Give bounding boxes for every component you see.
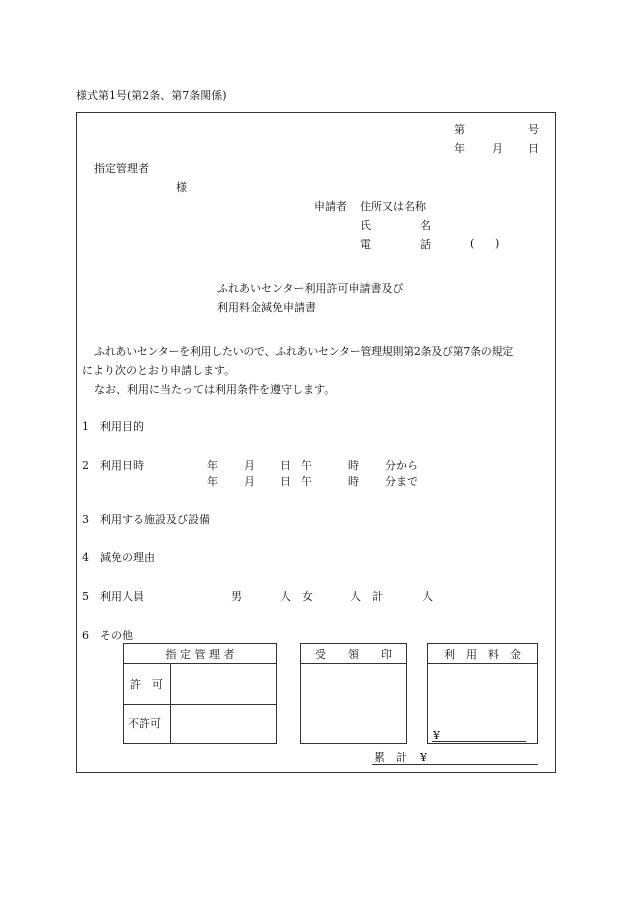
people-male: 男 [231, 590, 242, 603]
manager-col-divider [170, 664, 171, 743]
item-facility: 3 利用する施設及び設備 [82, 513, 210, 526]
address-label: 住所又は名称 [360, 200, 426, 213]
phone-label-2: 話 [420, 238, 431, 251]
people-male-nin: 人 [280, 590, 291, 603]
receipt-header-cell [301, 644, 406, 664]
dt1-gozen: 午 [301, 459, 312, 472]
people-female: 女 [302, 590, 313, 603]
doc-title-line1: ふれあいセンター利用許可申請書及び [217, 282, 404, 295]
dt1-year: 年 [207, 459, 218, 472]
manager-header: 指 定 管 理 者 [165, 648, 235, 661]
addressee-sama: 様 [176, 181, 187, 194]
item-people: 5 利用人員 [82, 590, 144, 603]
applicant-label: 申請者 [314, 200, 347, 213]
cumulative-label: 累 計 [374, 751, 407, 764]
number-dai: 第 [454, 123, 465, 136]
receipt-header: 受 領 印 [315, 648, 392, 661]
date-month: 月 [492, 142, 503, 155]
dt2-month: 月 [244, 475, 255, 488]
fee-underline [432, 741, 526, 742]
dt2-day: 日 [280, 475, 291, 488]
body-line1: ふれあいセンターを利用したいので、ふれあいセンター管理規則第2条及び第7条の規定 [94, 345, 513, 358]
phone-paren-open: ( [470, 237, 475, 250]
disapprove-label: 不許可 [128, 717, 161, 730]
fee-yen: ¥ [433, 729, 440, 742]
receipt-stamp-box [300, 643, 407, 744]
dt2-until: 分まで [385, 475, 418, 488]
manager-header-cell [124, 644, 276, 664]
phone-paren-close: ) [495, 237, 500, 250]
fee-header: 利 用 料 金 [444, 648, 521, 661]
dt2-gozen: 午 [301, 475, 312, 488]
body-line3: なお、利用に当たっては利用条件を遵守します。 [94, 383, 336, 396]
item-datetime: 2 利用日時 [82, 459, 144, 472]
cumulative-yen: ¥ [420, 751, 427, 764]
dt2-year: 年 [207, 475, 218, 488]
phone-label-1: 電 [360, 238, 371, 251]
dt1-month: 月 [244, 459, 255, 472]
doc-title-line2: 利用料金減免申請書 [217, 301, 316, 314]
form-number: 様式第1号(第2条、第7条関係) [76, 89, 227, 102]
name-label-2: 名 [420, 219, 431, 232]
people-female-nin: 人 [350, 590, 361, 603]
dt1-from: 分から [385, 459, 418, 472]
date-year: 年 [454, 142, 465, 155]
approve-label: 許 可 [130, 678, 163, 691]
usage-fee-box [427, 643, 538, 744]
people-total-nin: 人 [422, 590, 433, 603]
item-purpose: 1 利用目的 [82, 420, 144, 433]
item-reason: 4 減免の理由 [82, 551, 155, 564]
manager-table [123, 643, 277, 744]
fee-header-cell [428, 644, 537, 664]
addressee-title: 指定管理者 [94, 162, 149, 175]
number-go: 号 [528, 123, 539, 136]
body-line2: により次のとおり申請します。 [82, 364, 236, 377]
manager-row-divider [124, 704, 276, 705]
cumulative-underline [372, 764, 538, 765]
item-other: 6 その他 [82, 629, 133, 642]
people-total: 計 [372, 590, 383, 603]
dt2-hour: 時 [348, 475, 359, 488]
name-label-1: 氏 [360, 219, 371, 232]
dt1-hour: 時 [348, 459, 359, 472]
date-day: 日 [528, 142, 539, 155]
dt1-day: 日 [280, 459, 291, 472]
